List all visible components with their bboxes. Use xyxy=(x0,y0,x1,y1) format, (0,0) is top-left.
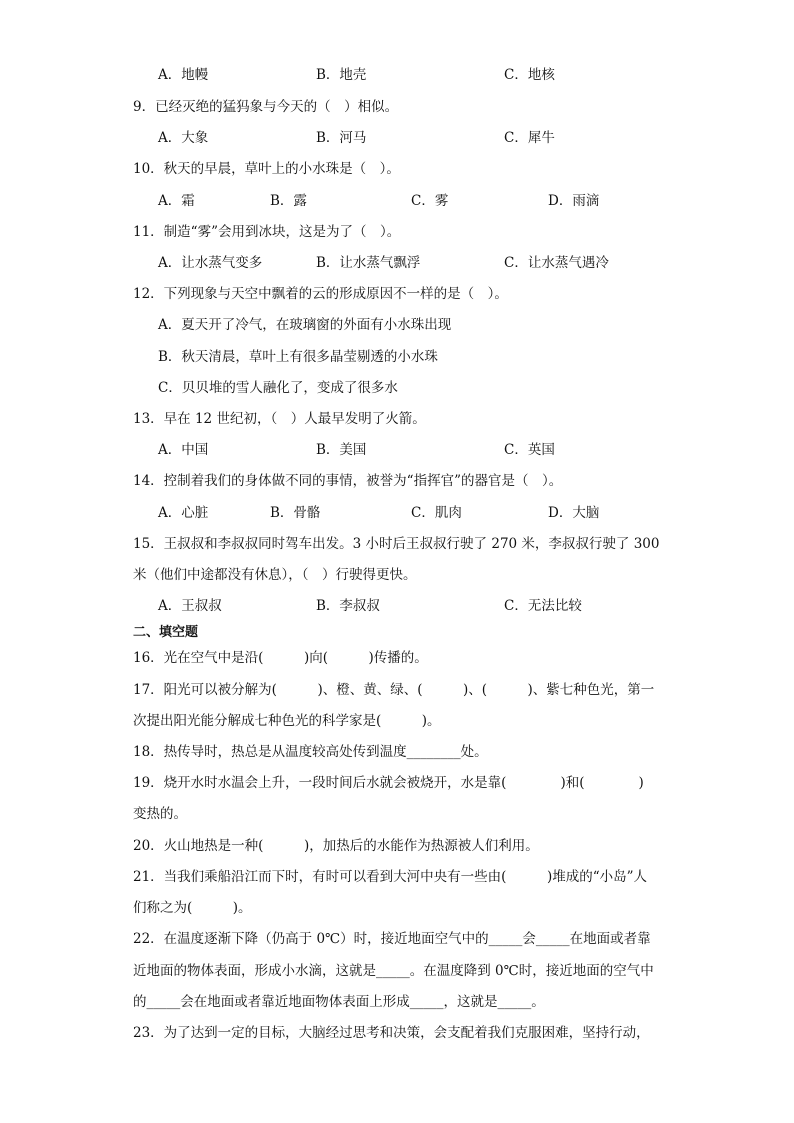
q9-option-a: A．大象 xyxy=(158,130,209,146)
q19-text-line1: 19．烧开水时水温会上升，一段时间后水就会被烧开，水是靠( )和( ) xyxy=(133,775,644,791)
q14-option-d: D．大脑 xyxy=(548,505,600,521)
q11-text: 11．制造“雾”会用到冰块，这是为了（ ）。 xyxy=(133,224,401,240)
q10-option-a: A．霜 xyxy=(158,193,195,209)
q14-option-b: B．骨骼 xyxy=(270,505,321,521)
q11-option-a: A．让水蒸气变多 xyxy=(158,255,263,271)
q10-option-c: C．雾 xyxy=(411,193,449,209)
q12-option-b: B．秋天清晨，草叶上有很多晶莹剔透的小水珠 xyxy=(158,349,438,365)
q14-option-a: A．心脏 xyxy=(158,505,209,521)
q8-option-a: A．地幔 xyxy=(158,67,209,83)
q18-text: 18．热传导时，热总是从温度较高处传到温度________处。 xyxy=(133,744,488,760)
q17-text-line2: 次提出阳光能分解成七种色光的科学家是( )。 xyxy=(133,713,441,729)
q11-option-c: C．让水蒸气遇冷 xyxy=(504,255,609,271)
q12-text: 12．下列现象与天空中飘着的云的形成原因不一样的是（ ）。 xyxy=(133,286,508,302)
q23-text-line1: 23．为了达到一定的目标，大脑经过思考和决策，会支配着我们克服困难，坚持行动， xyxy=(133,1025,650,1041)
q9-text: 9．已经灭绝的猛犸象与今天的（ ）相似。 xyxy=(133,99,399,115)
q22-text-line1: 22．在温度逐渐下降（仍高于 0℃）时，接近地面空气中的_____会_____在地面或者靠 xyxy=(133,931,651,947)
q10-option-d: D．雨滴 xyxy=(548,193,600,209)
q15-option-b: B．李叔叔 xyxy=(316,598,380,614)
q19-text-line2: 变热的。 xyxy=(133,806,187,822)
q13-option-a: A．中国 xyxy=(158,442,209,458)
q16-text: 16．光在空气中是沿( )向( )传播的。 xyxy=(133,650,428,666)
q10-option-b: B．露 xyxy=(270,193,307,209)
q12-option-a: A．夏天开了冷气，在玻璃窗的外面有小水珠出现 xyxy=(158,317,452,333)
q15-option-c: C．无法比较 xyxy=(504,598,582,614)
q21-text-line1: 21．当我们乘船沿江而下时，有时可以看到大河中央有一些由( )堆成的“小岛”人 xyxy=(133,869,648,885)
q22-text-line2: 近地面的物体表面，形成小水滴，这就是_____。在温度降到 0℃时，接近地面的空气中 xyxy=(133,963,654,979)
q17-text-line1: 17．阳光可以被分解为( )、橙、黄、绿、( )、( )、紫七种色光，第一 xyxy=(133,682,655,698)
q8-option-c: C．地核 xyxy=(504,67,555,83)
q11-option-b: B．让水蒸气飘浮 xyxy=(316,255,421,271)
q22-text-line3: 的_____会在地面或者靠近地面物体表面上形成_____，这就是_____。 xyxy=(133,994,545,1010)
q9-option-c: C．犀牛 xyxy=(504,130,555,146)
q15-text-line2: 米（他们中途都没有休息），（ ）行驶得更快。 xyxy=(133,567,417,583)
section-heading: 二、填空题 xyxy=(133,625,199,640)
q15-option-a: A．王叔叔 xyxy=(158,598,222,614)
q12-option-c: C．贝贝堆的雪人融化了，变成了很多水 xyxy=(158,380,398,396)
q14-text: 14．控制着我们的身体做不同的事情，被誉为“指挥官”的器官是（ ）。 xyxy=(133,473,563,489)
q13-text: 13．早在 12 世纪初，（ ）人最早发明了火箭。 xyxy=(133,411,426,427)
q13-option-c: C．英国 xyxy=(504,442,555,458)
q10-text: 10．秋天的早晨，草叶上的小水珠是（ ）。 xyxy=(133,161,400,177)
q9-option-b: B．河马 xyxy=(316,130,367,146)
q13-option-b: B．美国 xyxy=(316,442,367,458)
q14-option-c: C．肌肉 xyxy=(411,505,462,521)
q20-text: 20．火山地热是一种( )，加热后的水能作为热源被人们利用。 xyxy=(133,838,539,854)
q21-text-line2: 们称之为( )。 xyxy=(133,900,252,916)
q8-option-b: B．地壳 xyxy=(316,67,367,83)
q15-text-line1: 15．王叔叔和李叔叔同时驾车出发。3 小时后王叔叔行驶了 270 米，李叔叔行驶了 300 xyxy=(133,536,660,552)
